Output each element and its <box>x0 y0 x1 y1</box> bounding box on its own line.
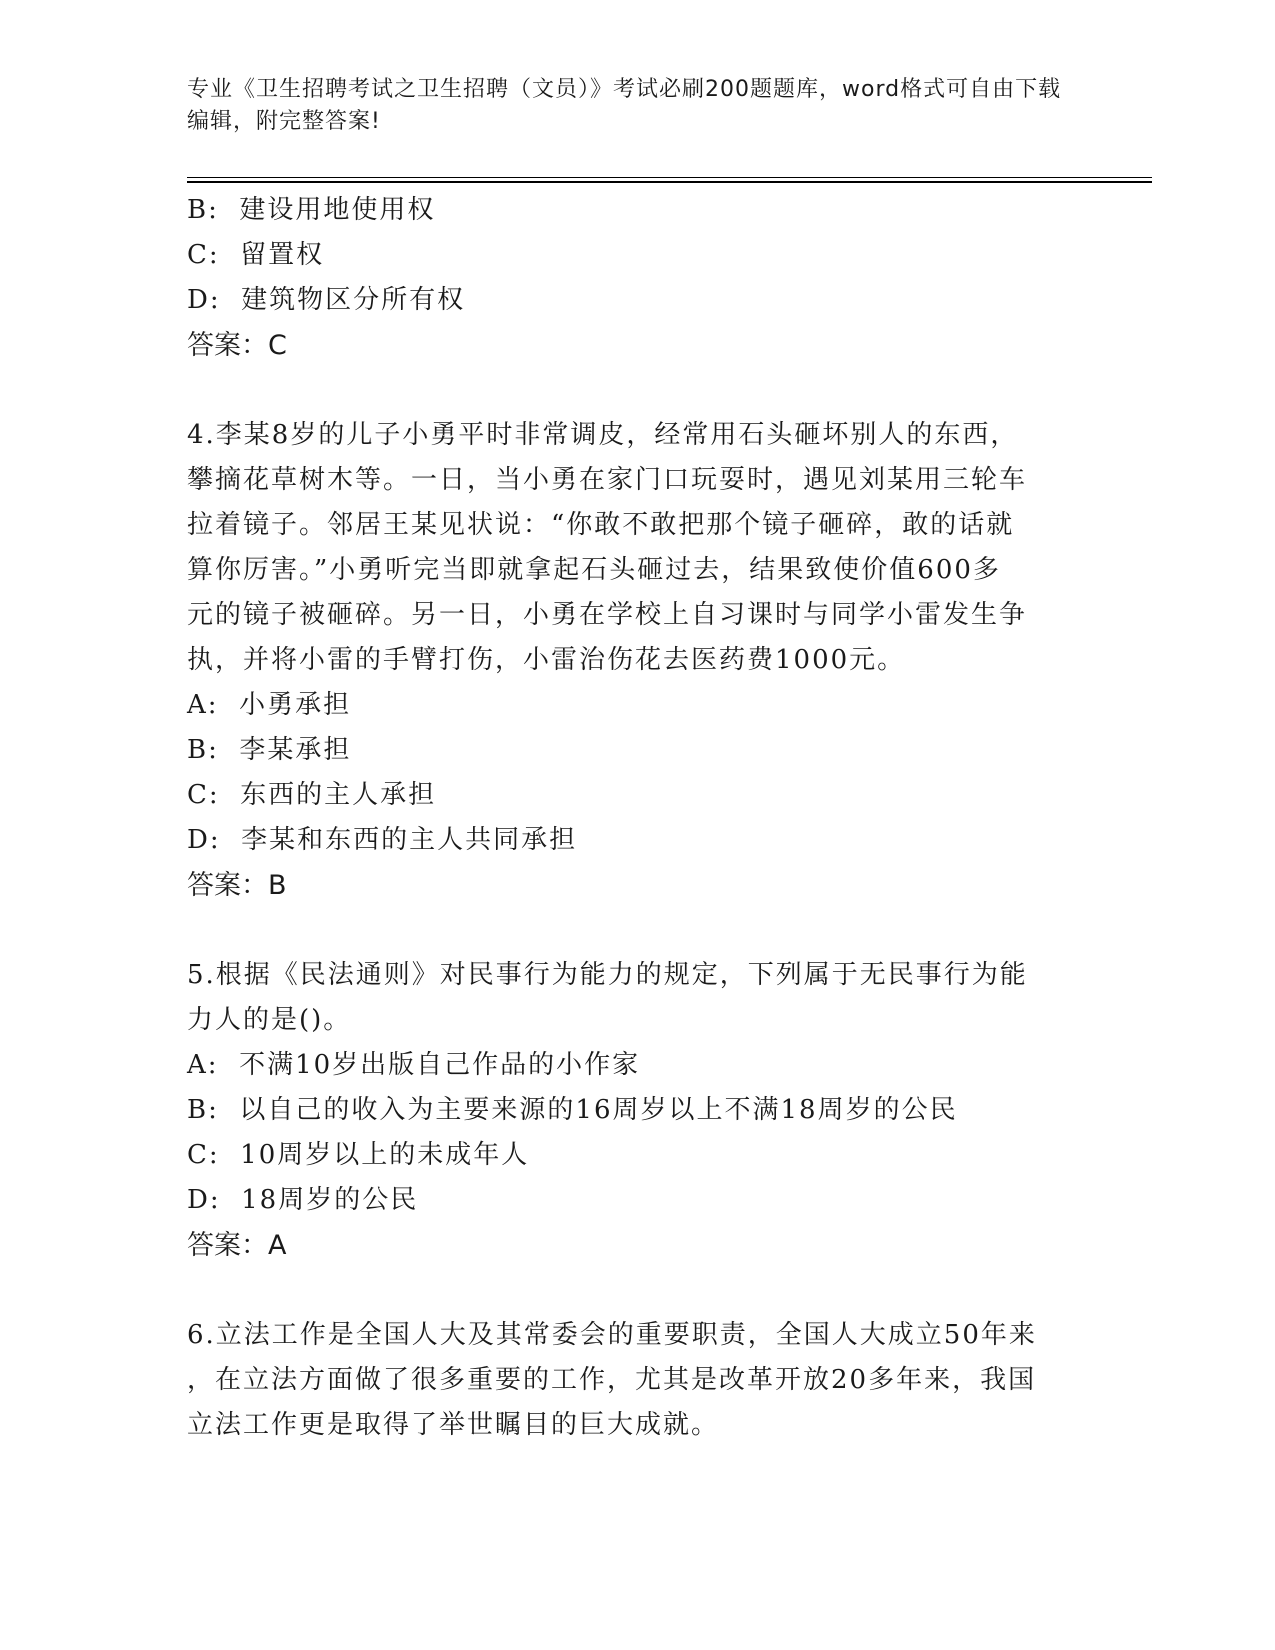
option-d: D: 建筑物区分所有权 <box>187 285 466 315</box>
answer-line: 答案：B <box>187 870 287 901</box>
question-text: 4.李某8岁的儿子小勇平时非常调皮，经常用石头砸坏别人的东西， 攀摘花草树木等。一日，当小勇在家门口玩耍时，遇见刘某用三轮车 拉着镜子。邻居王某见状说：“你敢不敢把那个镜子砸碎，敢的话就 算你厉害。”小勇听完当即就拿起石头砸过去，结果致使价值600多 元的镜子被砸碎。另一日，小勇在学校上自习课时与同学小雷发生争 执，并将小雷的手臂打伤，小雷治伤花去医药费1000元。 <box>187 420 1028 675</box>
spacer <box>187 908 1087 953</box>
spacer <box>187 1268 1087 1313</box>
option-a: A: 小勇承担 <box>187 690 352 720</box>
option-a: A: 不满10岁出版自己作品的小作家 <box>187 1050 641 1080</box>
question-6 <box>187 1313 1087 1448</box>
option-b: B: 李某承担 <box>187 735 352 765</box>
question-text: 5.根据《民法通则》对民事行为能力的规定，下列属于无民事行为能 力人的是()。 <box>187 960 1028 1035</box>
option-d: D: 18周岁的公民 <box>187 1185 419 1215</box>
header-divider-thick <box>187 181 1152 183</box>
option-d: D: 李某和东西的主人共同承担 <box>187 825 578 855</box>
document-header: 专业《卫生招聘考试之卫生招聘（文员）》考试必刷200题题库，word格式可自由下载编辑，附完整答案! <box>187 77 1062 134</box>
answer-line: 答案：A <box>187 1230 287 1261</box>
option-b: B: 以自己的收入为主要来源的16周岁以上不满18周岁的公民 <box>187 1095 958 1125</box>
question-text: 6.立法工作是全国人大及其常委会的重要职责，全国人大成立50年来 ，在立法方面做了很多重要的工作，尤其是改革开放20多年来，我国 立法工作更是取得了举世瞩目的巨大成就。 <box>187 1320 1037 1440</box>
question-5 <box>187 953 1087 1268</box>
answer-line: 答案：C <box>187 330 287 361</box>
question-3-continued <box>187 188 1087 368</box>
option-c: C: 留置权 <box>187 240 325 270</box>
header-divider-thin <box>187 177 1152 178</box>
option-c: C: 10周岁以上的未成年人 <box>187 1140 530 1170</box>
option-c: C: 东西的主人承担 <box>187 780 437 810</box>
document-body <box>187 188 1087 1448</box>
option-b: B: 建设用地使用权 <box>187 195 436 225</box>
question-4 <box>187 413 1087 908</box>
spacer <box>187 368 1087 413</box>
